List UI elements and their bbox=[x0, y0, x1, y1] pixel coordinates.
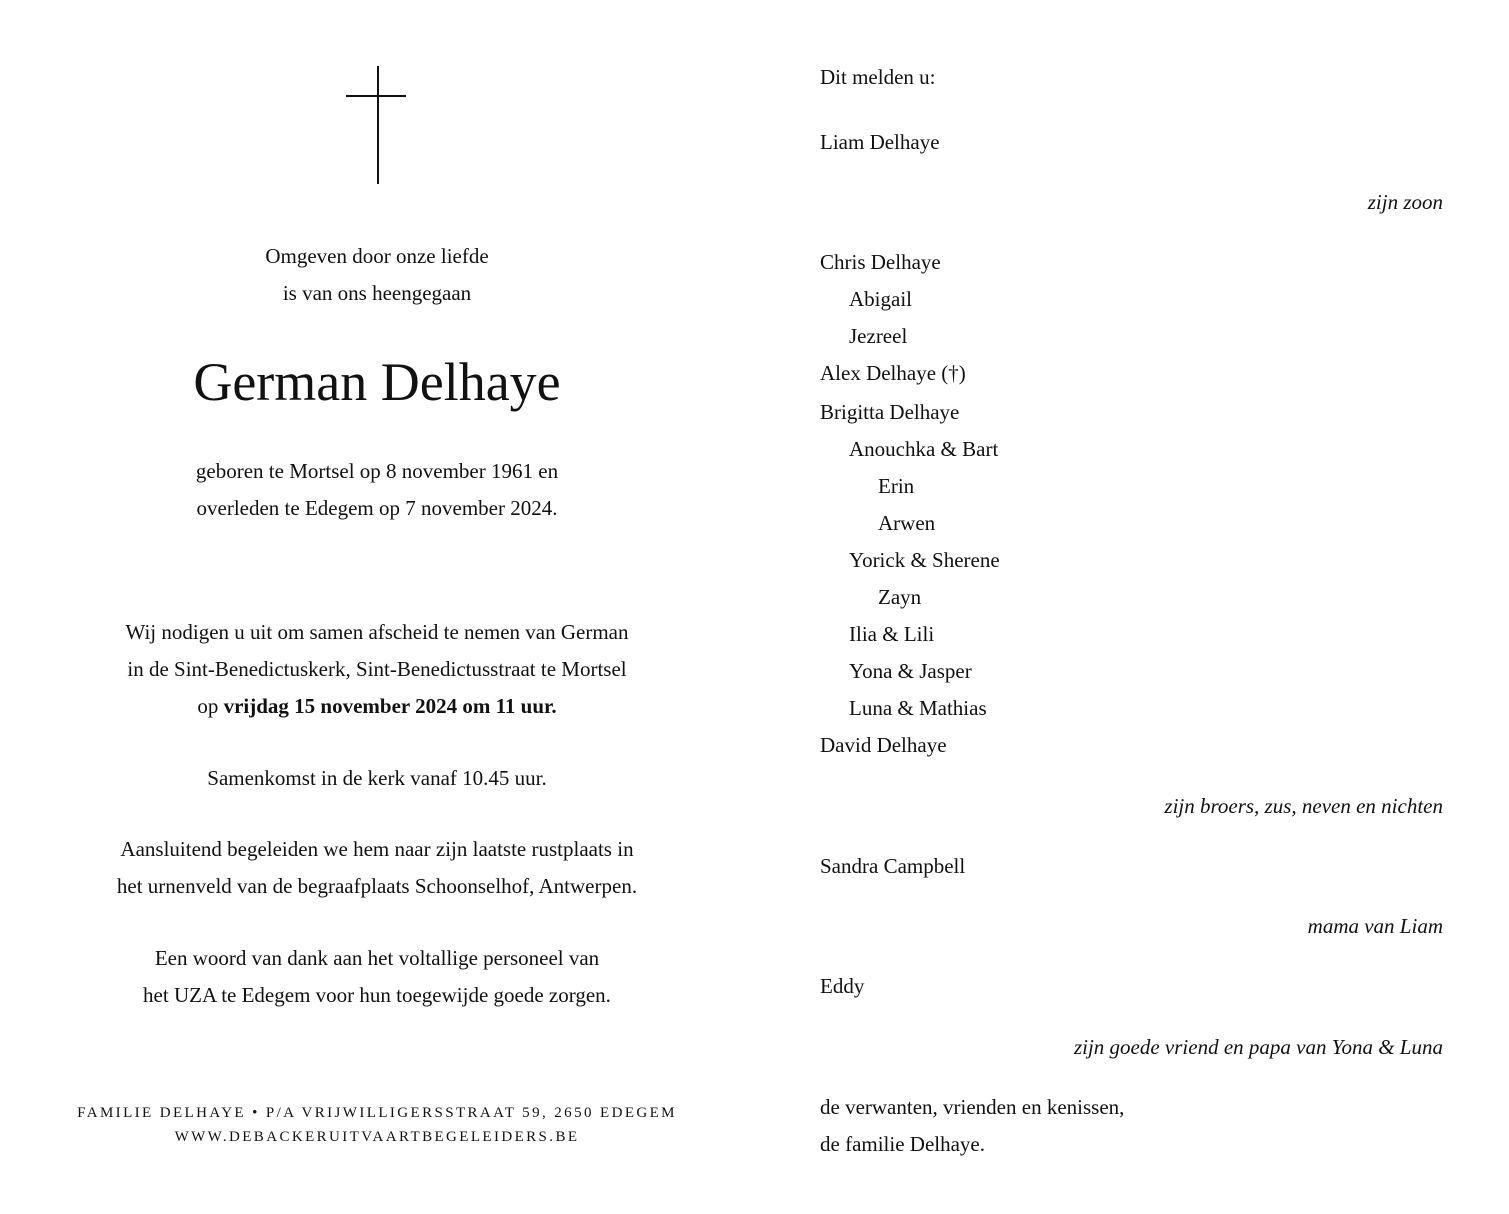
death-line: overleden te Edegem op 7 november 2024. bbox=[196, 496, 558, 520]
closing-line-1: de verwanten, vrienden en kenissen, bbox=[820, 1095, 1125, 1119]
friend-name: Eddy bbox=[820, 974, 865, 998]
family-member: Ilia & Lili bbox=[849, 622, 935, 646]
family-relation: zijn broers, zus, neven en nichten bbox=[1164, 794, 1443, 818]
family-member: Erin bbox=[878, 474, 915, 498]
family-member: Chris Delhaye bbox=[820, 250, 941, 274]
invitation-prefix: op bbox=[197, 694, 224, 718]
family-member: Anouchka & Bart bbox=[849, 437, 999, 461]
family-member: Yona & Jasper bbox=[849, 659, 972, 683]
deceased-name: German Delhaye bbox=[193, 352, 561, 412]
right-panel bbox=[820, 0, 1443, 1214]
family-member: Zayn bbox=[878, 585, 922, 609]
service-date: vrijdag 15 november 2024 om 11 uur. bbox=[223, 694, 557, 718]
family-member: Luna & Mathias bbox=[849, 696, 987, 720]
birth-line: geboren te Mortsel op 8 november 1961 en bbox=[195, 459, 559, 483]
family-member: Arwen bbox=[878, 511, 936, 535]
family-member: Yorick & Sherene bbox=[849, 548, 1000, 572]
announcement-heading: Dit melden u: bbox=[820, 65, 936, 89]
cross-icon bbox=[346, 66, 406, 184]
burial-line-1: Aansluitend begeleiden we hem naar zijn laatste rustplaats in bbox=[120, 837, 634, 861]
family-member: Brigitta Delhaye bbox=[820, 400, 960, 424]
thanks-line-1: Een woord van dank aan het voltallige personeel van bbox=[154, 946, 600, 970]
intro-line-2: is van ons heengegaan bbox=[282, 281, 472, 305]
family-member: Jezreel bbox=[849, 324, 908, 348]
friend-relation: zijn goede vriend en papa van Yona & Luna bbox=[1073, 1035, 1443, 1059]
family-member: Abigail bbox=[849, 287, 912, 311]
invitation-line-2: in de Sint-Benedictuskerk, Sint-Benedictusstraat te Mortsel bbox=[127, 657, 627, 681]
son-relation: zijn zoon bbox=[1367, 190, 1443, 214]
family-member: Alex Delhaye (†) bbox=[820, 361, 966, 385]
intro-line-1: Omgeven door onze liefde bbox=[265, 244, 489, 268]
footer-address: FAMILIE DELHAYE • P/A VRIJWILLIGERSSTRAAT 59, 2650 EDEGEM bbox=[77, 1105, 677, 1121]
family-member: David Delhaye bbox=[820, 733, 947, 757]
left-panel bbox=[0, 0, 754, 1214]
closing-line-2: de familie Delhaye. bbox=[820, 1132, 986, 1156]
burial-line-2: het urnenveld van de begraafplaats Schoonselhof, Antwerpen. bbox=[116, 874, 638, 898]
gathering-line: Samenkomst in de kerk vanaf 10.45 uur. bbox=[207, 766, 547, 790]
mother-relation: mama van Liam bbox=[1307, 914, 1443, 938]
mother-name: Sandra Campbell bbox=[820, 854, 966, 878]
thanks-line-2: het UZA te Edegem voor hun toegewijde goede zorgen. bbox=[143, 983, 611, 1007]
footer-website: WWW.DEBACKERUITVAARTBEGELEIDERS.BE bbox=[174, 1129, 580, 1145]
son-name: Liam Delhaye bbox=[820, 130, 940, 154]
invitation-line-3 bbox=[0, 688, 754, 725]
invitation-line-1: Wij nodigen u uit om samen afscheid te nemen van German bbox=[125, 620, 629, 644]
